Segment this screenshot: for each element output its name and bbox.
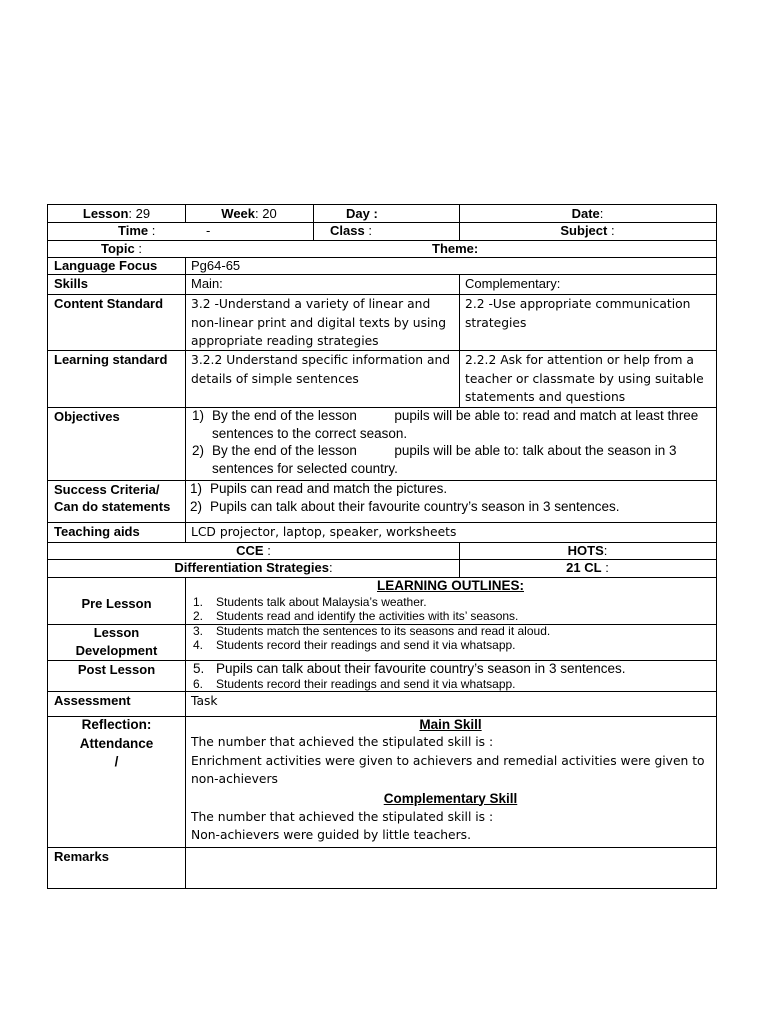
success-criteria-num: 1) (190, 481, 203, 496)
complementary-skill-line2: Non-achievers were guided by little teachers. (191, 828, 471, 842)
success-criteria-label-line2: Can do statements (54, 499, 171, 514)
main-skill-heading: Main Skill (419, 717, 482, 732)
date-cell (459, 204, 717, 223)
week-label: Week (221, 206, 256, 221)
success-criteria-label-line1: Success Criteria/ (54, 482, 160, 497)
success-criteria-text: Pupils can talk about their favourite country’s season in 3 sentences. (210, 498, 620, 514)
complementary-skill-heading: Complementary Skill (383, 790, 518, 806)
content-standard-label: Content Standard (47, 294, 186, 351)
teaching-aids-label: Teaching aids (47, 522, 186, 543)
pre-lesson-text: Students talk about Malaysia’s weather. (216, 595, 427, 609)
reflection-label (47, 716, 186, 848)
date-label: Date (571, 206, 600, 221)
language-focus-value: Pg64-65 (185, 257, 717, 275)
lesson-development-label-line2: Development (75, 642, 158, 658)
assessment-label: Assessment (47, 691, 186, 717)
learning-outlines-heading: LEARNING OUTLINES: (377, 578, 524, 593)
complementary-skill-line1: The number that achieved the stipulated skill is : (191, 809, 494, 824)
success-criteria-label (47, 480, 186, 523)
content-standard-main: 3.2 -Understand a variety of linear and non-linear print and digital texts by using appropriate reading strategies (185, 294, 460, 351)
topic-cell (101, 240, 142, 257)
lesson-development-num: 3. (193, 624, 204, 638)
objectives-label: Objectives (47, 407, 186, 481)
teaching-aids-value: LCD projector, laptop, speaker, worksheets (185, 522, 717, 543)
day-cell (313, 204, 460, 223)
differentiation-value: : (328, 560, 333, 575)
post-lesson-value (185, 660, 717, 692)
objective-text-line2: sentences for selected country. (212, 460, 398, 476)
lesson-development-num: 4. (193, 638, 204, 652)
objective-num: 2) (192, 443, 205, 458)
lesson-value: : 29 (128, 206, 151, 221)
week-value: : 20 (255, 206, 277, 221)
success-criteria-num: 2) (190, 498, 203, 514)
objective-num: 1) (192, 408, 205, 423)
post-lesson-num: 5. (193, 661, 205, 676)
differentiation-label: Differentiation Strategies (174, 560, 329, 575)
main-skill-line1: The number that achieved the stipulated skill is : (191, 735, 494, 749)
class-label: Class (330, 223, 365, 238)
lesson-development-text: Students match the sentences to its seasons and read it aloud. (216, 624, 551, 638)
time-label: Time (118, 223, 149, 238)
learning-standard-main: 3.2.2 Understand specific information and details of simple sentences (185, 350, 460, 408)
cce-cell (47, 542, 460, 560)
date-value: : (599, 206, 604, 221)
subject-label: Subject (560, 223, 608, 238)
hots-cell (459, 542, 717, 560)
assessment-value: Task (185, 691, 717, 717)
topic-value: : (138, 241, 142, 256)
learning-standard-complementary: 2.2.2 Ask for attention or help from a teacher or classmate by using suitable statements and questions (459, 350, 717, 408)
hots-value: : (603, 543, 608, 558)
remarks-label: Remarks (47, 847, 186, 889)
reflection-label-line1: Reflection: (81, 717, 152, 732)
post-lesson-num: 6. (193, 677, 204, 691)
remarks-value (185, 847, 717, 889)
success-criteria-value (185, 480, 717, 523)
skills-main: Main: (185, 274, 460, 295)
reflection-label-line2: Attendance (79, 735, 154, 751)
cl21-cell (459, 559, 717, 578)
subject-cell (459, 222, 717, 241)
lesson-development-value (185, 624, 717, 661)
topic-label: Topic (101, 241, 135, 256)
cce-label: CCE (236, 543, 264, 558)
lesson-cell (47, 204, 186, 223)
lesson-label: Lesson (82, 206, 129, 221)
learning-standard-label: Learning standard (47, 350, 186, 408)
objective-text-line2: sentences to the correct season. (212, 425, 408, 441)
pre-lesson-text: Students read and identify the activities with its’ seasons. (216, 609, 519, 623)
skills-label: Skills (47, 274, 186, 295)
theme-label: Theme: (432, 241, 479, 256)
class-value: : (368, 223, 372, 238)
pre-lesson-label: Pre Lesson (47, 577, 186, 625)
objective-item (192, 442, 716, 477)
subject-value: : (610, 223, 615, 238)
pre-lesson-value (185, 577, 717, 625)
post-lesson-text: Pupils can talk about their favourite country’s season in 3 sentences. (216, 661, 626, 676)
differentiation-cell (47, 559, 460, 578)
post-lesson-label: Post Lesson (47, 660, 186, 692)
language-focus-label: Language Focus (47, 257, 186, 275)
main-skill-line2: Enrichment activities were given to achievers and remedial activities were given to non-achievers (191, 753, 705, 786)
success-criteria-item (190, 480, 716, 498)
day-label: Day (346, 206, 370, 221)
time-value: : (151, 223, 156, 238)
pre-lesson-num: 1. (193, 595, 204, 609)
skills-complementary: Complementary: (459, 274, 717, 295)
lesson-development-item (193, 638, 716, 652)
success-criteria-text: Pupils can read and match the pictures. (210, 481, 448, 496)
cce-value: : (267, 543, 271, 558)
post-lesson-text: Students record their readings and send it via whatsapp. (216, 677, 516, 691)
objectives-value (185, 407, 717, 481)
day-value: : (373, 206, 378, 221)
lesson-development-item (193, 624, 716, 638)
pre-lesson-num: 2. (193, 609, 204, 623)
week-cell (185, 204, 314, 223)
objective-item (192, 407, 716, 442)
reflection-label-line3: / (114, 754, 119, 769)
reflection-value (185, 716, 717, 848)
post-lesson-item (193, 677, 716, 691)
hots-label: HOTS (567, 543, 604, 558)
time-dash: - (206, 223, 211, 238)
pre-lesson-item (193, 595, 716, 609)
objective-text-line1: By the end of the lesson pupils will be able to: read and match at least three (212, 408, 699, 423)
cl21-label: 21 CL (566, 560, 602, 575)
lesson-development-text: Students record their readings and send it via whatsapp. (216, 638, 516, 652)
pre-lesson-item (193, 609, 716, 623)
objective-text-line1: By the end of the lesson pupils will be able to: talk about the season in 3 (212, 443, 677, 458)
topic-theme-row (47, 240, 717, 258)
content-standard-complementary: 2.2 -Use appropriate communication strategies (459, 294, 717, 351)
cl21-value: : (605, 560, 609, 575)
lesson-development-label-line1: Lesson (93, 625, 140, 640)
class-cell (313, 222, 460, 241)
success-criteria-item (190, 498, 716, 516)
post-lesson-item (193, 661, 716, 677)
time-cell (47, 222, 314, 241)
lesson-development-label (47, 624, 186, 661)
